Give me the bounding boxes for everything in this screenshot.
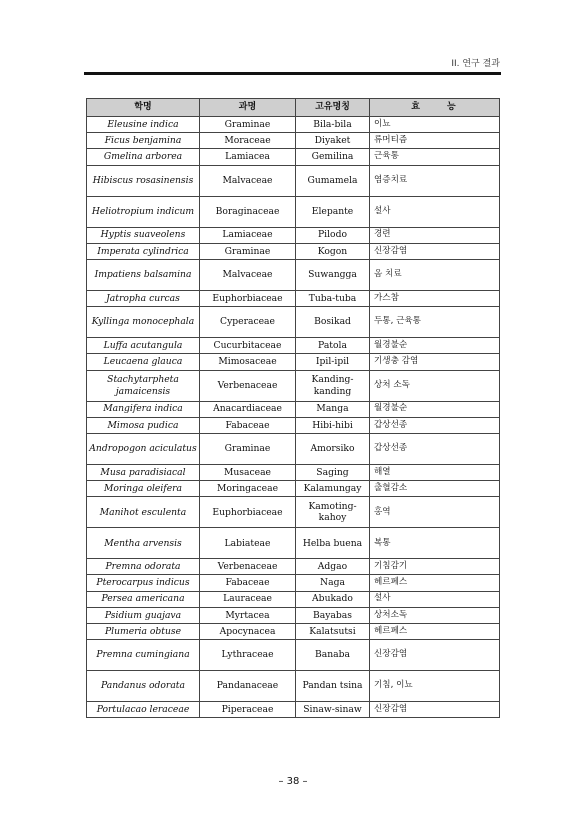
table-row: [87, 528, 500, 559]
cell-effect: 옴 치료: [370, 259, 500, 290]
cell-family: Moraceae: [200, 133, 296, 149]
cell-family: Anacardiaceae: [200, 401, 296, 417]
cell-scientific-name: Luffa acutangula: [87, 338, 200, 354]
cell-local-name: Hibi-hibi: [296, 417, 370, 433]
table-row: [87, 149, 500, 165]
cell-scientific-name: Kyllinga monocephala: [87, 307, 200, 338]
cell-family: Malvaceae: [200, 165, 296, 196]
cell-scientific-name: Mimosa pudica: [87, 417, 200, 433]
table-row: [87, 307, 500, 338]
table-row: [87, 290, 500, 306]
cell-family: Mimosaceae: [200, 354, 296, 370]
table-row: [87, 591, 500, 607]
cell-scientific-name: Portulacao leraceae: [87, 702, 200, 718]
table-row: [87, 559, 500, 575]
cell-scientific-name: Musa paradisiacal: [87, 464, 200, 480]
cell-family: Labiateae: [200, 528, 296, 559]
cell-scientific-name: Impatiens balsamina: [87, 259, 200, 290]
cell-scientific-name: Hyptis suaveolens: [87, 227, 200, 243]
cell-local-name: Abukado: [296, 591, 370, 607]
cell-scientific-name: Mentha arvensis: [87, 528, 200, 559]
cell-local-name: Bosikad: [296, 307, 370, 338]
cell-local-name: Elepante: [296, 196, 370, 227]
cell-family: Cyperaceae: [200, 307, 296, 338]
cell-family: Pandanaceae: [200, 671, 296, 702]
cell-family: Musaceae: [200, 464, 296, 480]
cell-family: Graminae: [200, 433, 296, 464]
cell-local-name: Gemilina: [296, 149, 370, 165]
cell-effect: 월경불순: [370, 401, 500, 417]
cell-scientific-name: Leucaena glauca: [87, 354, 200, 370]
cell-scientific-name: Andropogon aciculatus: [87, 433, 200, 464]
cell-local-name: Naga: [296, 575, 370, 591]
cell-effect: 경련: [370, 227, 500, 243]
cell-effect: 신장감염: [370, 243, 500, 259]
cell-effect: 설사: [370, 591, 500, 607]
table-row: [87, 133, 500, 149]
cell-scientific-name: Pandanus odorata: [87, 671, 200, 702]
cell-local-name: Helba buena: [296, 528, 370, 559]
cell-local-name: Manga: [296, 401, 370, 417]
cell-effect: 기침, 이뇨: [370, 671, 500, 702]
cell-effect: 상처 소독: [370, 370, 500, 401]
cell-scientific-name: Heliotropium indicum: [87, 196, 200, 227]
cell-effect: 이뇨: [370, 117, 500, 133]
cell-scientific-name: Premna cumingiana: [87, 640, 200, 671]
cell-scientific-name: Moringa oleifera: [87, 481, 200, 497]
cell-effect: 류머티즘: [370, 133, 500, 149]
cell-family: Fabaceae: [200, 575, 296, 591]
cell-family: Lythraceae: [200, 640, 296, 671]
cell-family: Myrtacea: [200, 607, 296, 623]
cell-effect: 홍역: [370, 497, 500, 528]
table-row: [87, 464, 500, 480]
cell-effect: 염증치료: [370, 165, 500, 196]
cell-local-name: Saging: [296, 464, 370, 480]
table-row: [87, 196, 500, 227]
cell-effect: 복통: [370, 528, 500, 559]
cell-scientific-name: Jatropha curcas: [87, 290, 200, 306]
cell-family: Euphorbiaceae: [200, 290, 296, 306]
cell-local-name: Gumamela: [296, 165, 370, 196]
cell-effect: 기생충 감염: [370, 354, 500, 370]
table-row: [87, 370, 500, 401]
cell-effect: 두통, 근육통: [370, 307, 500, 338]
table-row: [87, 497, 500, 528]
table-row: [87, 117, 500, 133]
table-row: [87, 259, 500, 290]
cell-scientific-name: Gmelina arborea: [87, 149, 200, 165]
cell-scientific-name: Eleusine indica: [87, 117, 200, 133]
cell-family: Fabaceae: [200, 417, 296, 433]
cell-local-name: Ipil-ipil: [296, 354, 370, 370]
cell-family: Boraginaceae: [200, 196, 296, 227]
column-header-effect: 효 능: [370, 99, 500, 117]
table-header: [87, 99, 500, 117]
cell-family: Cucurbitaceae: [200, 338, 296, 354]
cell-family: Graminae: [200, 117, 296, 133]
cell-family: Lamiacea: [200, 149, 296, 165]
cell-scientific-name: Premna odorata: [87, 559, 200, 575]
cell-local-name: Amorsiko: [296, 433, 370, 464]
cell-effect: 가스참: [370, 290, 500, 306]
cell-effect: 헤르페스: [370, 575, 500, 591]
table-row: [87, 354, 500, 370]
cell-local-name: Kogon: [296, 243, 370, 259]
cell-effect: 갑상선종: [370, 417, 500, 433]
cell-scientific-name: Persea americana: [87, 591, 200, 607]
cell-effect: 해열: [370, 464, 500, 480]
cell-family: Lauraceae: [200, 591, 296, 607]
cell-family: Verbenaceae: [200, 559, 296, 575]
cell-local-name: Kanding-kanding: [296, 370, 370, 401]
table-row: [87, 481, 500, 497]
table-row: [87, 575, 500, 591]
table-row: [87, 607, 500, 623]
cell-family: Moringaceae: [200, 481, 296, 497]
cell-scientific-name: Ficus benjamina: [87, 133, 200, 149]
medicinal-plant-table: [86, 98, 500, 718]
cell-local-name: Kalamungay: [296, 481, 370, 497]
cell-scientific-name: Plumeria obtuse: [87, 624, 200, 640]
cell-effect: 헤르페스: [370, 624, 500, 640]
table-row: [87, 671, 500, 702]
cell-local-name: Tuba-tuba: [296, 290, 370, 306]
cell-scientific-name: Pterocarpus indicus: [87, 575, 200, 591]
column-header-local-name: 고유명칭: [296, 99, 370, 117]
cell-effect: 근육통: [370, 149, 500, 165]
table-row: [87, 227, 500, 243]
cell-local-name: Pandan tsina: [296, 671, 370, 702]
table-row: [87, 165, 500, 196]
cell-local-name: Kamoting-kahoy: [296, 497, 370, 528]
table-row: [87, 640, 500, 671]
cell-family: Verbenaceae: [200, 370, 296, 401]
column-header-family: 과명: [200, 99, 296, 117]
header-rule: [84, 72, 501, 75]
cell-effect: 신장감염: [370, 702, 500, 718]
cell-scientific-name: Psidium guajava: [87, 607, 200, 623]
page-number: – 38 –: [278, 776, 308, 787]
cell-local-name: Patola: [296, 338, 370, 354]
cell-effect: 신장감염: [370, 640, 500, 671]
table-row: [87, 624, 500, 640]
table-row: [87, 243, 500, 259]
table-row: [87, 338, 500, 354]
cell-local-name: Bayabas: [296, 607, 370, 623]
cell-family: Apocynacea: [200, 624, 296, 640]
cell-effect: 설사: [370, 196, 500, 227]
table-row: [87, 417, 500, 433]
cell-effect: 상처소독: [370, 607, 500, 623]
cell-effect: 월경불순: [370, 338, 500, 354]
cell-local-name: Suwangga: [296, 259, 370, 290]
cell-effect: 갑상선종: [370, 433, 500, 464]
cell-local-name: Sinaw-sinaw: [296, 702, 370, 718]
cell-local-name: Banaba: [296, 640, 370, 671]
cell-local-name: Diyaket: [296, 133, 370, 149]
cell-effect: 기침감기: [370, 559, 500, 575]
cell-family: Lamiaceae: [200, 227, 296, 243]
cell-family: Piperaceae: [200, 702, 296, 718]
cell-scientific-name: Mangifera indica: [87, 401, 200, 417]
table-row: [87, 433, 500, 464]
cell-local-name: Kalatsutsi: [296, 624, 370, 640]
cell-family: Euphorbiaceae: [200, 497, 296, 528]
cell-scientific-name: Imperata cylindrica: [87, 243, 200, 259]
cell-scientific-name: Stachytarpheta jamaicensis: [87, 370, 200, 401]
table-row: [87, 401, 500, 417]
table-row: [87, 702, 500, 718]
cell-scientific-name: Manihot esculenta: [87, 497, 200, 528]
cell-effect: 출혈감소: [370, 481, 500, 497]
table-body: [87, 117, 500, 718]
page-header-section: II. 연구 결과: [451, 59, 500, 69]
cell-local-name: Adgao: [296, 559, 370, 575]
column-header-scientific-name: 학명: [87, 99, 200, 117]
cell-family: Malvaceae: [200, 259, 296, 290]
cell-family: Graminae: [200, 243, 296, 259]
cell-local-name: Pilodo: [296, 227, 370, 243]
cell-local-name: Bila-bila: [296, 117, 370, 133]
cell-scientific-name: Hibiscus rosasinensis: [87, 165, 200, 196]
